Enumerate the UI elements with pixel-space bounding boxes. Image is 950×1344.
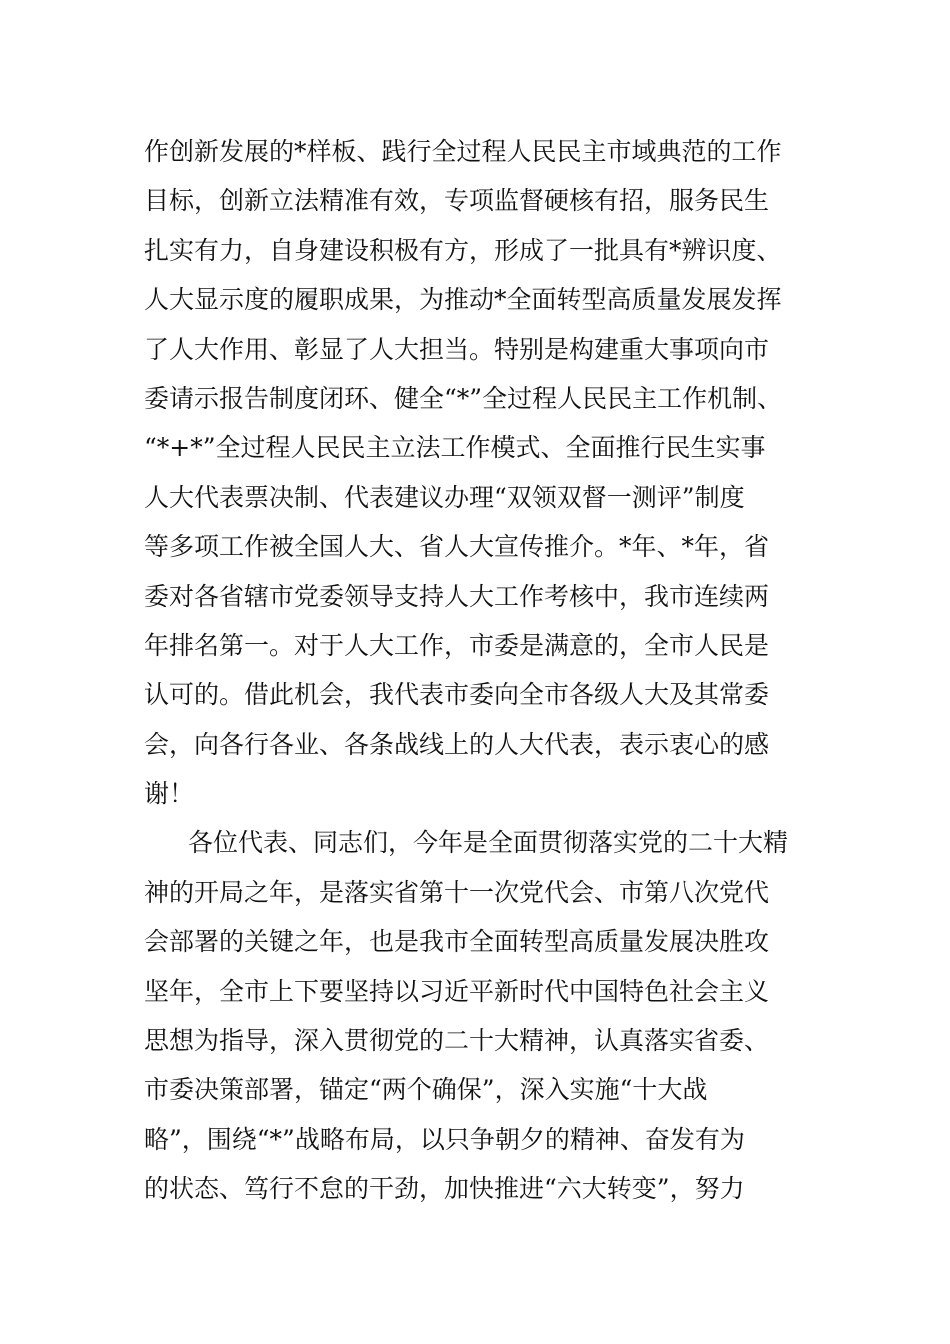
- text-line: 目标，创新立法精准有效，专项监督硬核有招，服务民生: [144, 186, 770, 216]
- text-line: “*+*”全过程人民民主立法工作模式、全面推行民生实事: [144, 433, 766, 463]
- text-line: 作创新发展的*样板、践行全过程人民民主市域典范的工作: [144, 137, 782, 166]
- text-line: 认可的。借此机会，我代表市委向全市各级人大及其常委: [144, 680, 770, 710]
- body-text: [144, 127, 824, 1214]
- text-line: 会，向各行各业、各条战线上的人大代表，表示衷心的感: [144, 729, 770, 759]
- text-line: 谢！: [144, 779, 195, 809]
- text-line: 委请示报告制度闭环、健全“*”全过程人民民主工作机制、: [144, 383, 783, 413]
- text-line: 了人大作用、彰显了人大担当。特别是构建重大事项向市: [144, 334, 770, 364]
- text-line: 会部署的关键之年，也是我市全面转型高质量发展决胜攻: [144, 927, 770, 957]
- text-line: 委对各省辖市党委领导支持人大工作考核中，我市连续两: [144, 581, 770, 611]
- text-line: 坚年，全市上下要坚持以习近平新时代中国特色社会主义: [144, 976, 770, 1006]
- text-line: 市委决策部署，锚定“两个确保”，深入实施“十大战: [144, 1075, 708, 1105]
- text-line: 略”，围绕“*”战略布局，以只争朝夕的精神、奋发有为: [144, 1124, 745, 1154]
- text-line: 扎实有力，自身建设积极有方，形成了一批具有*辨识度、: [144, 235, 782, 265]
- text-line: 的状态、笃行不怠的干劲，加快推进“六大转变”，努力: [144, 1174, 745, 1204]
- text-line: 等多项工作被全国人大、省人大宣传推介。*年、*年，省: [144, 532, 770, 562]
- paragraph-first-line: 各位代表、同志们，今年是全面贯彻落实党的二十大精: [188, 828, 789, 858]
- text-line: 人大显示度的履职成果，为推动*全面转型高质量发展发挥: [144, 285, 782, 315]
- text-line: 人大代表票决制、代表建议办理“双领双督一测评”制度: [144, 482, 745, 512]
- text-line: 思想为指导，深入贯彻党的二十大精神，认真落实省委、: [144, 1026, 770, 1056]
- text-line: 神的开局之年，是落实省第十一次党代会、市第八次党代: [144, 877, 770, 907]
- text-line: 年排名第一。对于人大工作，市委是满意的，全市人民是: [144, 630, 770, 660]
